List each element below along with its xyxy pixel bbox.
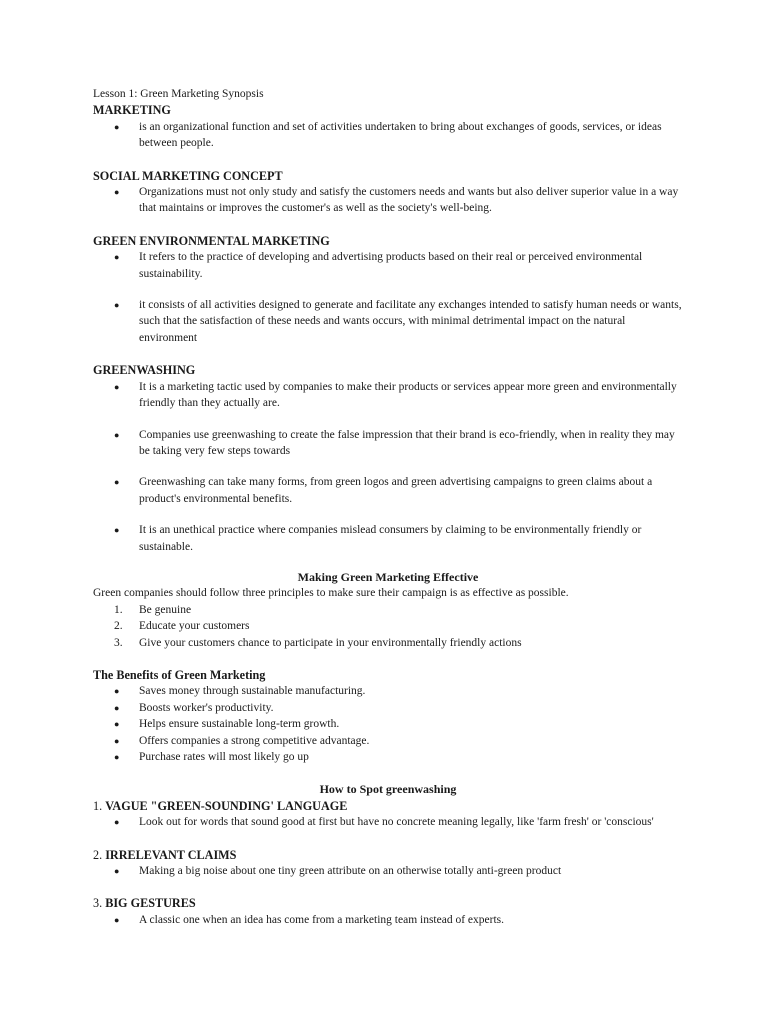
list-item-text: Educate your customers <box>139 620 250 633</box>
spot-number: 2. <box>93 847 106 862</box>
spot-title: VAGUE "GREEN-SOUNDING' LANGUAGE <box>105 798 348 813</box>
list-item: ● Companies use greenwashing to create the false impression that their brand is eco-friendly, when in reality they may be taking very few steps towards <box>93 427 683 460</box>
spot-heading-irrelevant-claims <box>93 847 683 863</box>
effective-intro: Green companies should follow three principles to make sure their campaign is as effective as possible. <box>93 587 569 600</box>
list-number: 1. <box>114 603 123 616</box>
bullet-list-vague-language <box>93 814 683 830</box>
list-item: ● is an organizational function and set of activities undertaken to bring about exchanges of goods, services, or ideas between people. <box>93 119 683 152</box>
list-item: ● Helps ensure sustainable long-term growth. <box>93 716 683 732</box>
bullet-list-green-environmental <box>93 249 683 346</box>
list-item: ● Boosts worker's productivity. <box>93 700 683 716</box>
section-heading-spot-greenwashing: How to Spot greenwashing <box>319 782 457 797</box>
list-item: ● Offers companies a strong competitive advantage. <box>93 733 683 749</box>
bullet-list-social-marketing <box>93 184 683 217</box>
spot-title: IRRELEVANT CLAIMS <box>105 847 237 862</box>
bullet-list-irrelevant-claims <box>93 863 683 879</box>
spot-heading-vague-language <box>93 798 683 814</box>
document-page <box>93 86 683 928</box>
list-item: ● Purchase rates will most likely go up <box>93 749 683 765</box>
list-item: ● Saves money through sustainable manufacturing. <box>93 683 683 699</box>
list-item-text: Give your customers chance to participate in your environmentally friendly actions <box>139 636 522 649</box>
section-heading-greenwashing: GREENWASHING <box>93 363 196 378</box>
list-item: ● Making a big noise about one tiny green attribute on an otherwise totally anti-green product <box>93 863 683 879</box>
spot-heading-big-gestures <box>93 895 683 911</box>
bullet-list-big-gestures <box>93 912 683 928</box>
section-heading-effective: Making Green Marketing Effective <box>297 569 479 584</box>
list-number: 3. <box>114 636 123 649</box>
spot-number: 1. <box>93 798 106 813</box>
list-item: ● Organizations must not only study and satisfy the customers needs and wants but also deliver superior value in a way that maintains or improves the customer's as well as the society's well-being. <box>93 184 683 217</box>
bullet-list-marketing <box>93 119 683 152</box>
list-item: ● It is a marketing tactic used by companies to make their products or services appear more green and environmentally friendly than they actually are. <box>93 379 683 412</box>
section-heading-benefits: The Benefits of Green Marketing <box>93 667 266 682</box>
spot-number: 3. <box>93 896 106 911</box>
list-number: 2. <box>114 620 123 633</box>
spot-title: BIG GESTURES <box>105 896 196 911</box>
bullet-list-benefits <box>93 683 683 765</box>
section-heading-marketing: MARKETING <box>93 103 171 118</box>
list-item: ● It is an unethical practice where companies mislead consumers by claiming to be environmentally friendly or sustainable. <box>93 522 683 555</box>
list-item: ● Look out for words that sound good at first but have no concrete meaning legally, like 'farm fresh' or 'conscious' <box>93 814 683 830</box>
list-item <box>93 618 683 634</box>
section-heading-green-environmental: GREEN ENVIRONMENTAL MARKETING <box>93 233 330 248</box>
lesson-title: Lesson 1: Green Marketing Synopsis <box>93 88 264 100</box>
section-heading-social-marketing: SOCIAL MARKETING CONCEPT <box>93 168 283 183</box>
list-item: ● Greenwashing can take many forms, from green logos and green advertising campaigns to green claims about a product's environmental benefits. <box>93 474 683 507</box>
list-item <box>93 635 683 651</box>
bullet-list-greenwashing <box>93 379 683 555</box>
numbered-list-principles <box>93 602 683 651</box>
list-item: ● A classic one when an idea has come from a marketing team instead of experts. <box>93 912 683 928</box>
list-item: ● it consists of all activities designed to generate and facilitate any exchanges intended to satisfy human needs or wants, such that the satisfaction of these needs and wants occurs, with minimal detrimental impact on the natural environment <box>93 297 683 346</box>
list-item: ● It refers to the practice of developing and advertising products based on their real or perceived environmental sustainability. <box>93 249 683 282</box>
list-item-text: Be genuine <box>139 603 192 616</box>
list-item <box>93 602 683 618</box>
